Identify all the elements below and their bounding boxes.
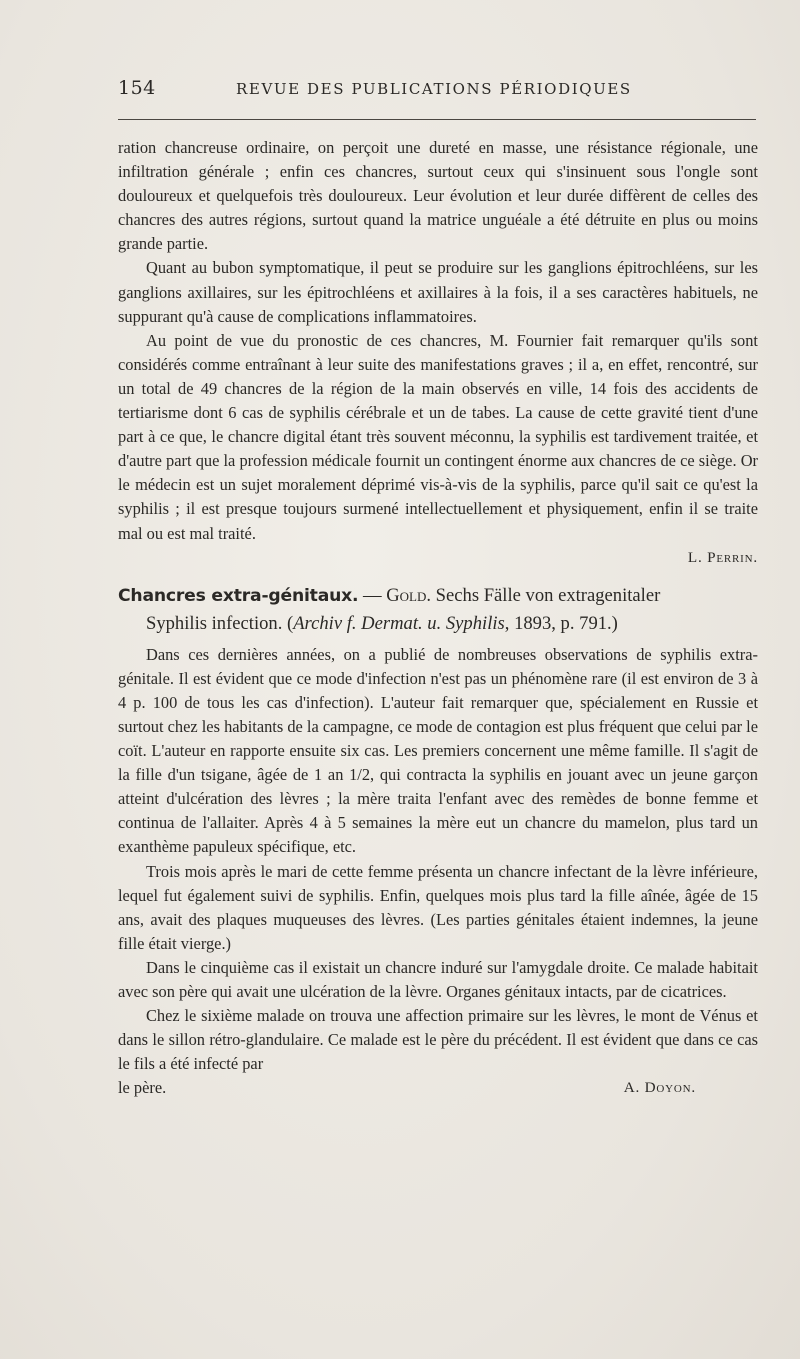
signature: L. Perrin. [687,548,758,566]
journal-name: Archiv f. Dermat. u. Syphilis [293,612,505,634]
signature: A. Doyon. [623,1079,696,1097]
page-header [118,75,758,105]
page-body [118,136,758,1100]
paragraph: Dans ces dernières années, on a publié de nombreuses observations de syphilis extra-génitale. Il est évident que ce mode d'infection n'est pas un phénomène rare (il est environ de 3 à 4 p. 100 de tous les cas d'infection). L'auteur fait remarquer que, spécialement en Russie et surtout chez les habitants de la campagne, ce mode de contagion est plus fréquent que celui par le coït. L'auteur en rapporte ensuite six cas. Les premiers concernent une même famille. Il s'agit de la fille d'un tsigane, âgée de 1 an 1/2, qui contracta la syphilis en jouant avec un jeune garçon atteint d'ulcération des lèvres ; la mère traita l'enfant avec des remèdes de bonne femme et continua de l'allaiter. Après 4 à 5 semaines la mère eut un chancre du mamelon, plus tard un exanthème papuleux spécifique, etc. [118,644,758,857]
paragraph-end: le père. [118,1078,167,1098]
article-title: Chancres extra-génitaux. [118,585,359,606]
running-title: REVUE DES PUBLICATIONS PÉRIODIQUES [236,80,632,98]
article-chancres-digitaux-end [118,136,758,570]
german-title: Sechs Fälle von extragenitaler [431,584,661,606]
article-chancres-extra-genitaux [118,582,758,1101]
paragraph: Trois mois après le mari de cette femme présenta un chancre infectant de la lèvre inférieure, lequel fut également suivi de syphilis. Enfin, quelques mois plus tard la fille aînée, âgée de 15 ans, avait des plaques muqueuses des lèvres. (Les parties génitales étaient indemnes, la jeune fille était vierge.) [118,861,758,953]
article-reference [118,610,758,637]
title-dash: — [358,584,387,606]
final-line [118,1076,758,1100]
citation: , 1893, p. 791.) [504,612,618,634]
article-author: Gold. [386,584,432,606]
page-number: 154 [118,77,156,99]
header-rule [118,119,756,120]
article-heading [118,582,758,637]
german-title-cont: Syphilis infection. ( [146,612,294,634]
paragraph: ration chancreuse ordinaire, on perçoit une dureté en masse, une résistance régionale, une infiltration générale ; enfin ces chancres, surtout ceux qui s'insinuent sous l'ongle sont douloureux et quelquefois très douloureux. Leur évolution et leur durée diffèrent de celles des chancres des autres régions, surtout quand la matrice unguéale a été détruite en plus ou moins grande partie. [118,138,758,254]
paragraph: Dans le cinquième cas il existait un chancre induré sur l'amygdale droite. Ce malade habitait avec son père qui avait une ulcération de la lèvre. Organes génitaux intacts, par de cicatrices. [118,957,758,1001]
paragraph: Quant au bubon symptomatique, il peut se produire sur les ganglions épitrochléens, sur les ganglions axillaires, sur les épitrochléens et axillaires à la fois, il a ses caractères habituels, ne suppurant qu'à cause de complications inflammatoires. [118,258,758,326]
paragraph: Au point de vue du pronostic de ces chancres, M. Fournier fait remarquer qu'ils sont considérés comme entraînant à leur suite des manifestations graves ; il a, en effet, rencontré, sur un total de 49 chancres de la région de la main observés en ville, 14 fois des accidents de tertiarisme dont 6 cas de syphilis cérébrale et un de tabes. La cause de cette gravité tient d'une part à ce que, le chancre digital étant très souvent méconnu, la syphilis est tardivement traitée, et d'autre part que la profession médicale fournit un contingent énorme aux chancres de ce siège. Or le médecin est un sujet moralement déprimé vis-à-vis de la syphilis, parce qu'il sait ce qu'est la syphilis ; il est presque toujours surmené intellectuellement et physiquement, enfin il se traite mal ou est mal traité. [118,330,758,543]
paragraph: Chez le sixième malade on trouva une affection primaire sur les lèvres, le mont de Vénus et dans le sillon rétro-glandulaire. Ce malade est le père du précédent. Il est évident que dans ce cas le fils a été infecté par [118,1006,758,1074]
